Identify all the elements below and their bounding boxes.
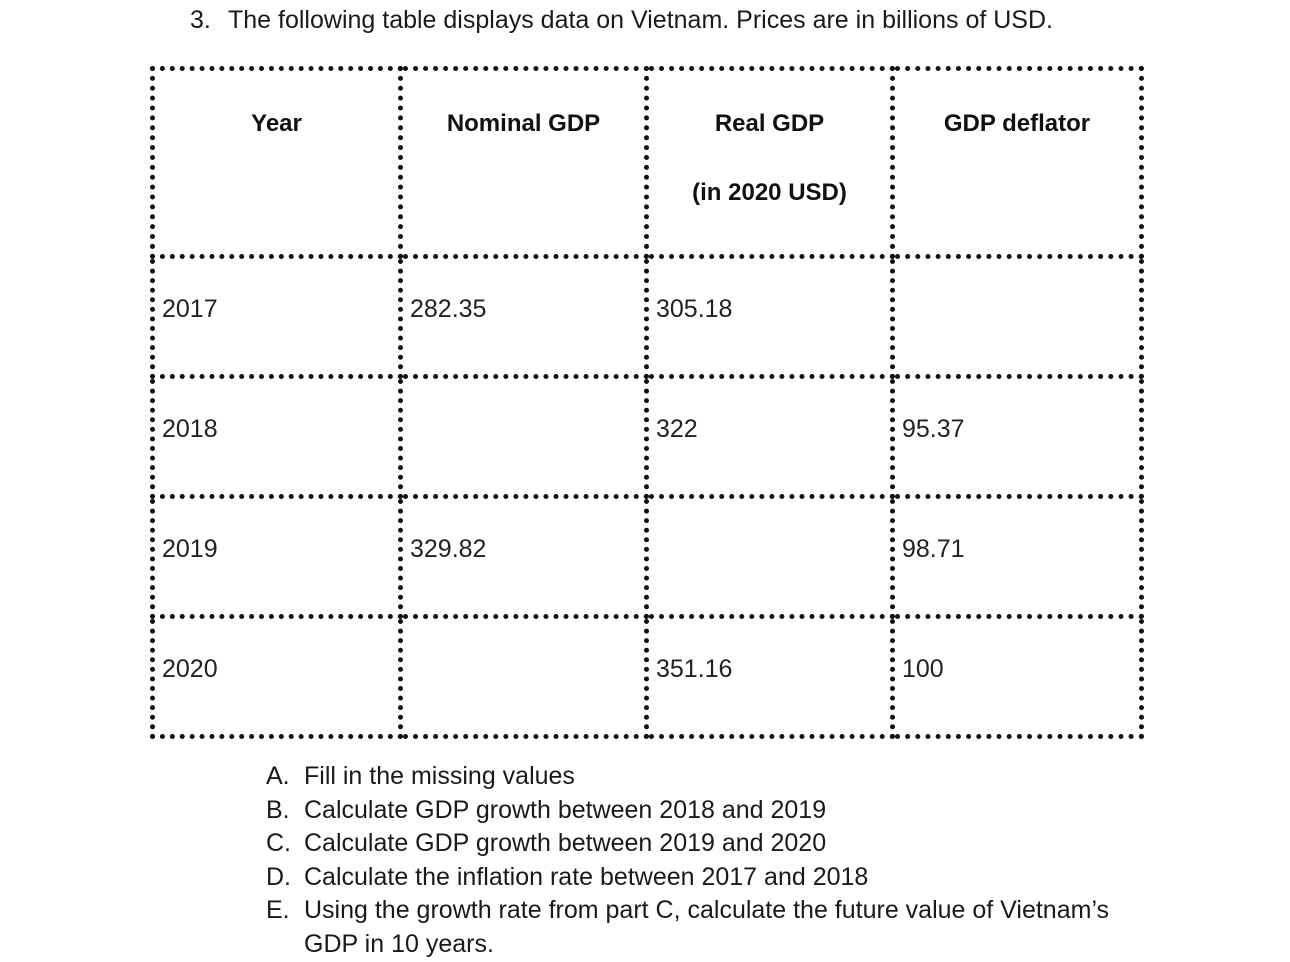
task-text: Calculate GDP growth between 2018 and 2019 bbox=[304, 795, 827, 824]
cell-real-gdp: 305.18 bbox=[647, 257, 893, 377]
cell-gdp-deflator: 95.37 bbox=[893, 377, 1142, 497]
header-gdp-deflator bbox=[893, 69, 1142, 257]
task-text: Calculate the inflation rate between 2017 and 2018 bbox=[304, 862, 869, 891]
cell-year: 2018 bbox=[153, 377, 401, 497]
task-letter: D. bbox=[266, 862, 291, 891]
list-item bbox=[266, 794, 1146, 828]
cell-year: 2017 bbox=[153, 257, 401, 377]
task-text: Fill in the missing values bbox=[304, 762, 575, 790]
task-list bbox=[266, 760, 1146, 962]
cell-real-gdp: 351.16 bbox=[647, 617, 893, 737]
cell-gdp-deflator: 98.71 bbox=[893, 497, 1142, 617]
header-year bbox=[153, 69, 401, 257]
header-real-gdp-unit: (in 2020 USD) bbox=[692, 179, 847, 206]
cell-nominal-gdp bbox=[401, 377, 647, 497]
vietnam-gdp-table bbox=[150, 66, 1144, 739]
list-item bbox=[266, 894, 1146, 961]
header-year-label: Year bbox=[251, 110, 302, 137]
table-row bbox=[153, 617, 1142, 737]
cell-year: 2019 bbox=[153, 497, 401, 617]
task-text: Calculate GDP growth between 2019 and 2020 bbox=[304, 829, 827, 858]
table-header-row bbox=[153, 69, 1142, 257]
list-item bbox=[266, 760, 1146, 794]
question-heading bbox=[190, 6, 1053, 35]
header-real-gdp-label: Real GDP bbox=[714, 110, 825, 137]
cell-nominal-gdp: 282.35 bbox=[401, 257, 647, 377]
task-text: Using the growth rate from part C, calculate the future value of Vietnam’s GDP in 10 years. bbox=[304, 896, 1110, 958]
table-row bbox=[153, 497, 1142, 617]
header-gdp-deflator-label: GDP deflator bbox=[943, 110, 1091, 137]
header-real-gdp bbox=[647, 69, 893, 257]
header-nominal-gdp bbox=[401, 69, 647, 257]
cell-gdp-deflator: 100 bbox=[893, 617, 1142, 737]
cell-gdp-deflator bbox=[893, 257, 1142, 377]
table-row bbox=[153, 257, 1142, 377]
list-item bbox=[266, 861, 1146, 895]
question-number: 3. bbox=[190, 6, 211, 34]
table-row bbox=[153, 377, 1142, 497]
header-nominal-gdp-label: Nominal GDP bbox=[446, 110, 601, 137]
cell-real-gdp bbox=[647, 497, 893, 617]
cell-year: 2020 bbox=[153, 617, 401, 737]
cell-nominal-gdp: 329.82 bbox=[401, 497, 647, 617]
task-letter: E. bbox=[266, 896, 290, 925]
cell-nominal-gdp bbox=[401, 617, 647, 737]
cell-real-gdp: 322 bbox=[647, 377, 893, 497]
task-letter: A. bbox=[266, 762, 290, 790]
task-letter: B. bbox=[266, 795, 290, 824]
list-item bbox=[266, 827, 1146, 861]
question-text: The following table displays data on Vietnam. Prices are in billions of USD. bbox=[228, 6, 1053, 34]
task-letter: C. bbox=[266, 829, 291, 858]
